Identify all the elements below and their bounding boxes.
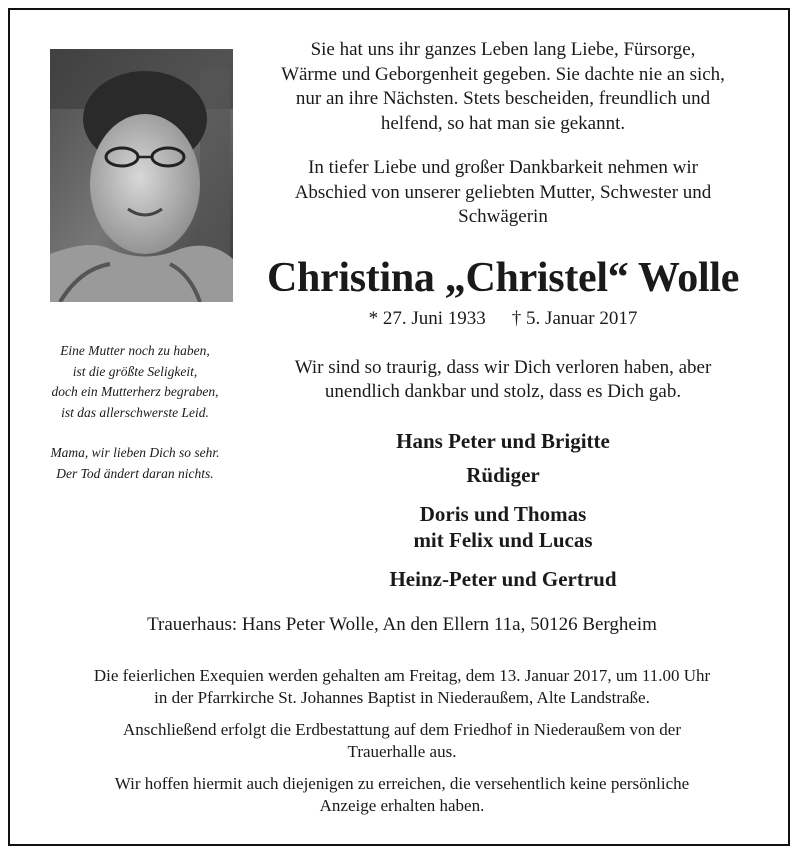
mourning-message: Wir sind so traurig, dass wir Dich verloren haben, aber unendlich dankbar und stolz, dass es Dich gab. <box>294 357 712 402</box>
deceased-name: Christina „Christel“ Wolle <box>266 255 740 301</box>
mourner-group: Heinz-Peter und Gertrud <box>389 567 617 591</box>
obituary-frame <box>8 8 790 846</box>
birth-date: * 27. Juni 1933 <box>368 308 486 329</box>
trauerhaus-address: Trauerhaus: Hans Peter Wolle, An den Ellern 11a, 50126 Bergheim <box>147 614 657 635</box>
funeral-paragraph-2: Anschließend erfolgt die Erdbestattung auf dem Friedhof in Niederaußem von der Trauerhalle aus. <box>123 720 681 761</box>
poem-verse-1: Eine Mutter noch zu haben, ist die größte Seligkeit, doch ein Mutterherz begraben, ist das allerschwerste Leid. <box>51 343 219 420</box>
poem <box>24 341 246 484</box>
death-date: † 5. Januar 2017 <box>511 308 638 329</box>
portrait-photo-graphic <box>50 49 233 302</box>
poem-verse-2: Mama, wir lieben Dich so sehr. Der Tod ändert daran nichts. <box>50 445 220 481</box>
mourner-group: Rüdiger <box>466 463 540 487</box>
funeral-paragraph-3: Wir hoffen hiermit auch diejenigen zu erreichen, die versehentlich keine persönliche Anzeige erhalten haben. <box>114 774 690 815</box>
intro-text <box>242 38 764 230</box>
funeral-paragraph-1: Die feierlichen Exequien werden gehalten am Freitag, dem 13. Januar 2017, um 11.00 Uhr in der Pfarrkirche St. Johannes Baptist in Niederaußem, Alte Landstraße. <box>93 666 711 707</box>
mourners-list <box>242 428 764 592</box>
mourner-group: Hans Peter und Brigitte <box>396 429 610 453</box>
mourner-group: Doris und Thomas mit Felix und Lucas <box>413 502 593 552</box>
funeral-details <box>32 665 772 817</box>
intro-paragraph-1: Sie hat uns ihr ganzes Leben lang Liebe, Fürsorge, Wärme und Geborgenheit gegeben. Sie dachte nie an sich, nur an ihre Nächsten. Stets bescheiden, freundlich und helfend, so hat man sie gekannt. <box>281 39 725 134</box>
life-dates <box>242 308 764 330</box>
intro-paragraph-2: In tiefer Liebe und großer Dankbarkeit nehmen wir Abschied von unserer geliebten Mutter, Schwester und Schwägerin <box>294 157 712 227</box>
portrait-photo <box>50 49 233 302</box>
